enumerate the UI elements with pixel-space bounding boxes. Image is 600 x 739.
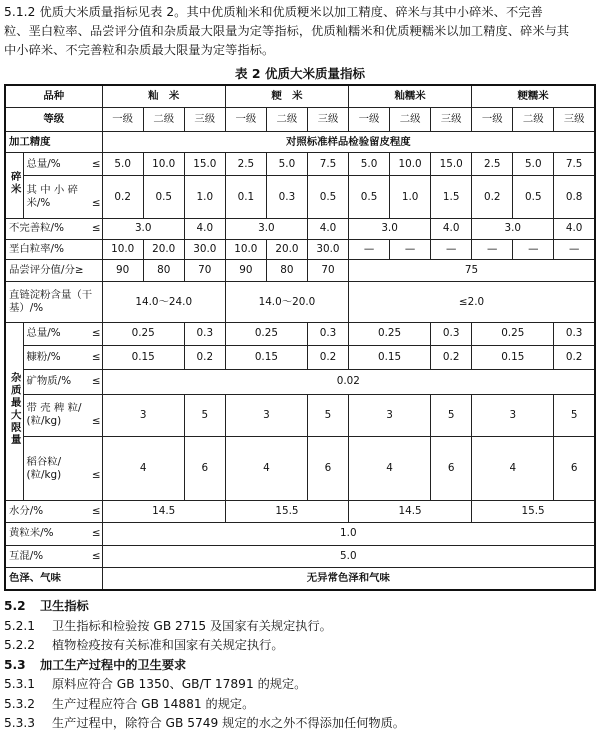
row-label	[23, 176, 102, 219]
table-row	[5, 219, 595, 239]
table-row	[5, 370, 595, 394]
value-cell: 5	[431, 394, 472, 437]
table-row	[5, 545, 595, 567]
yellow-label: 黄粒米/%	[9, 527, 54, 540]
impurity-total-label: 总量/%	[26, 327, 61, 340]
section-item	[4, 617, 596, 637]
value-cell: 1.0	[102, 523, 595, 545]
value-cell: 0.5	[513, 176, 554, 219]
value-cell: 0.15	[349, 345, 431, 369]
row-label	[23, 323, 102, 345]
table-row	[5, 107, 595, 131]
processing-label: 加工精度	[5, 132, 102, 152]
value-cell: 0.3	[554, 323, 595, 345]
variety-indica: 籼 米	[102, 85, 225, 107]
value-cell: —	[472, 239, 513, 259]
value-cell: 5.0	[102, 545, 595, 567]
section-item	[4, 714, 596, 734]
table-row	[5, 567, 595, 590]
value-cell: 0.5	[143, 176, 184, 219]
imperfect-label: 不完善粒/%	[9, 222, 64, 235]
le-sign: ≤	[91, 375, 101, 388]
broken-total-label: 总量/%	[26, 157, 61, 170]
section-text: 卫生指标和检验按 GB 2715 及国家有关规定执行。	[52, 618, 332, 633]
table-row	[5, 323, 595, 345]
value-cell: 2.5	[225, 152, 266, 175]
section-number: 5.3.1	[4, 677, 36, 691]
grade-cell: 一级	[225, 107, 266, 131]
grade-cell: 三级	[554, 107, 595, 131]
grade-cell: 二级	[390, 107, 431, 131]
value-cell: 4.0	[431, 219, 472, 239]
value-cell: 14.5	[349, 500, 472, 522]
value-cell: 80	[143, 259, 184, 281]
value-cell: 4	[349, 437, 431, 500]
quality-table	[4, 84, 596, 591]
table-row	[5, 152, 595, 175]
grade-cell: 二级	[143, 107, 184, 131]
section-text: 植物检疫按有关标准和国家有关规定执行。	[52, 638, 284, 652]
variety-japonica-glutinous: 粳糯米	[472, 85, 595, 107]
le-sign: ≤	[91, 415, 101, 428]
value-cell: 0.2	[184, 345, 225, 369]
small-broken-label-2: 米/%	[26, 197, 51, 210]
value-cell: 5.0	[349, 152, 390, 175]
color-odor-value: 无异常色泽和气味	[102, 567, 595, 590]
value-cell: 70	[307, 259, 348, 281]
value-cell: 10.0	[390, 152, 431, 175]
value-cell: ≤2.0	[349, 282, 595, 323]
value-cell: 0.5	[349, 176, 390, 219]
small-broken-label: 其 中 小 碎	[26, 184, 78, 197]
value-cell: 5.0	[266, 152, 307, 175]
le-sign: ≤	[91, 222, 101, 235]
processing-value: 对照标准样品检验留皮程度	[102, 132, 595, 152]
variety-indica-glutinous: 籼糯米	[349, 85, 472, 107]
value-cell: 15.0	[184, 152, 225, 175]
section-heading	[4, 597, 596, 617]
value-cell: 1.0	[390, 176, 431, 219]
section-text: 生产过程应符合 GB 14881 的规定。	[52, 696, 255, 711]
value-cell: 20.0	[266, 239, 307, 259]
value-cell: 10.0	[143, 152, 184, 175]
intro-line-3: 中小碎米、不完善粒和杂质最大限量为定等指标。	[4, 43, 275, 57]
table-caption: 表 2 优质大米质量指标	[235, 66, 365, 81]
section-number: 5.3.2	[4, 696, 36, 711]
table-row	[5, 437, 595, 500]
row-label	[23, 370, 102, 394]
grade-cell: 二级	[513, 107, 554, 131]
amylose-label: 直链淀粉含量（干	[9, 289, 93, 302]
value-cell: 6	[431, 437, 472, 500]
table-row	[5, 259, 595, 281]
table-row	[5, 345, 595, 369]
value-cell: 4	[472, 437, 554, 500]
variety-header: 品种	[5, 85, 102, 107]
table-row	[5, 500, 595, 522]
le-sign: ≤	[91, 527, 101, 540]
value-cell: 3	[102, 394, 184, 437]
value-cell: 6	[554, 437, 595, 500]
value-cell: 6	[184, 437, 225, 500]
husked-label-2: (粒/kg)	[26, 415, 62, 428]
value-cell: —	[390, 239, 431, 259]
le-sign: ≤	[91, 504, 101, 517]
value-cell: —	[349, 239, 390, 259]
moisture-label: 水分/%	[9, 504, 44, 517]
intro-line-2: 粒、垩白粒率、品尝评分值和杂质最大限量为定等指标，优质籼糯米和优质粳糯米以加工精度、碎米与其	[4, 24, 570, 38]
value-cell: 0.15	[225, 345, 307, 369]
value-cell: 4	[225, 437, 307, 500]
value-cell: 15.5	[472, 500, 595, 522]
table-row	[5, 176, 595, 219]
table-row	[5, 523, 595, 545]
value-cell: 1.5	[431, 176, 472, 219]
value-cell: 90	[225, 259, 266, 281]
value-cell: 5.0	[513, 152, 554, 175]
section-text: 加工生产过程中的卫生要求	[40, 657, 187, 672]
value-cell: 3.0	[225, 219, 307, 239]
table-row	[5, 282, 595, 323]
section-item	[4, 675, 596, 695]
value-cell: 15.5	[225, 500, 348, 522]
impurity-group-cell	[5, 323, 23, 501]
value-cell: 14.0～24.0	[102, 282, 225, 323]
section-number: 5.2.1	[4, 618, 36, 633]
value-cell: 0.3	[266, 176, 307, 219]
value-cell: 30.0	[184, 239, 225, 259]
row-label	[23, 152, 102, 175]
value-cell: 3	[225, 394, 307, 437]
value-cell: 30.0	[307, 239, 348, 259]
row-label	[5, 523, 102, 545]
value-cell: 3.0	[472, 219, 554, 239]
section-number: 5.3.3	[4, 716, 36, 730]
value-cell: 10.0	[102, 239, 143, 259]
table-row	[5, 85, 595, 107]
value-cell: 15.0	[431, 152, 472, 175]
value-cell: 0.25	[225, 323, 307, 345]
value-cell: 0.25	[472, 323, 554, 345]
grade-cell: 一级	[472, 107, 513, 131]
value-cell: 4.0	[184, 219, 225, 239]
row-label	[23, 437, 102, 500]
section-number: 5.2.2	[4, 638, 36, 652]
value-cell: —	[431, 239, 472, 259]
row-label	[23, 394, 102, 437]
section-text: 原料应符合 GB 1350、GB/T 17891 的规定。	[52, 677, 307, 691]
row-label	[5, 500, 102, 522]
row-label	[5, 545, 102, 567]
variety-japonica: 粳 米	[225, 85, 348, 107]
le-sign: ≤	[91, 157, 101, 170]
value-cell: 0.3	[184, 323, 225, 345]
section-number: 5.3	[4, 657, 26, 672]
grade-cell: 三级	[431, 107, 472, 131]
value-cell: 14.0～20.0	[225, 282, 348, 323]
value-cell: 7.5	[554, 152, 595, 175]
value-cell: 3	[472, 394, 554, 437]
value-cell: 70	[184, 259, 225, 281]
value-cell: 5	[307, 394, 348, 437]
section-item	[4, 636, 596, 656]
section-item	[4, 695, 596, 715]
row-label	[5, 219, 102, 239]
value-cell: 1.0	[184, 176, 225, 219]
sections-list	[4, 597, 596, 734]
paddy-label: 稻谷粒/	[26, 455, 62, 468]
broken-group-cell	[5, 152, 23, 218]
value-cell: 0.5	[307, 176, 348, 219]
table-body	[5, 85, 595, 590]
intro-line-1: 5.1.2 优质大米质量指标见表 2。其中优质籼米和优质粳米以加工精度、碎米与其中小碎米、不完善	[4, 5, 543, 19]
section-text: 卫生指标	[40, 599, 89, 613]
value-cell: 6	[307, 437, 348, 500]
value-cell: 0.15	[472, 345, 554, 369]
value-cell: 80	[266, 259, 307, 281]
value-cell: 10.0	[225, 239, 266, 259]
value-cell: 0.25	[349, 323, 431, 345]
amylose-label-2: 基）/%	[9, 302, 44, 315]
row-label	[23, 345, 102, 369]
value-cell: 7.5	[307, 152, 348, 175]
value-cell: 0.2	[431, 345, 472, 369]
taste-label: 品尝评分值/分≥	[5, 259, 102, 281]
value-cell: 0.15	[102, 345, 184, 369]
value-cell: 0.1	[225, 176, 266, 219]
value-cell: —	[554, 239, 595, 259]
value-cell: 0.3	[307, 323, 348, 345]
value-cell: 4	[102, 437, 184, 500]
value-cell: 5.0	[102, 152, 143, 175]
section-text: 生产过程中，除符合 GB 5749 规定的水之外不得添加任何物质。	[52, 716, 405, 730]
le-sign: ≤	[91, 468, 101, 481]
table-row	[5, 239, 595, 259]
broken-group-label: 碎米	[8, 171, 21, 196]
value-cell: 3.0	[349, 219, 431, 239]
bran-label: 糠粉/%	[26, 350, 61, 363]
le-sign: ≤	[91, 327, 101, 340]
value-cell: 75	[349, 259, 595, 281]
section-heading	[4, 656, 596, 676]
value-cell: 20.0	[143, 239, 184, 259]
value-cell: 0.2	[554, 345, 595, 369]
le-sign: ≤	[91, 197, 101, 210]
row-label	[5, 282, 102, 323]
husked-label: 带 壳 稗 粒/	[26, 402, 82, 415]
value-cell: 0.02	[102, 370, 595, 394]
section-number: 5.2	[4, 599, 26, 613]
grade-cell: 二级	[266, 107, 307, 131]
value-cell: 5	[184, 394, 225, 437]
value-cell: 4.0	[307, 219, 348, 239]
value-cell: 0.3	[431, 323, 472, 345]
value-cell: 0.25	[102, 323, 184, 345]
value-cell: 3	[349, 394, 431, 437]
value-cell: 4.0	[554, 219, 595, 239]
value-cell: 2.5	[472, 152, 513, 175]
table-row	[5, 132, 595, 152]
value-cell: 3.0	[102, 219, 184, 239]
mixed-label: 互混/%	[9, 549, 44, 562]
le-sign: ≤	[91, 350, 101, 363]
value-cell: 90	[102, 259, 143, 281]
paddy-label-2: (粒/kg)	[26, 468, 62, 481]
table-row	[5, 394, 595, 437]
value-cell: 14.5	[102, 500, 225, 522]
impurity-group-label: 杂质最大限量	[8, 372, 21, 447]
mineral-label: 矿物质/%	[26, 375, 72, 388]
chalky-label: 垩白粒率/%	[5, 239, 102, 259]
grade-header: 等级	[5, 107, 102, 131]
value-cell: —	[513, 239, 554, 259]
value-cell: 5	[554, 394, 595, 437]
grade-cell: 三级	[307, 107, 348, 131]
value-cell: 0.2	[472, 176, 513, 219]
grade-cell: 三级	[184, 107, 225, 131]
le-sign: ≤	[91, 549, 101, 562]
value-cell: 0.2	[307, 345, 348, 369]
value-cell: 0.8	[554, 176, 595, 219]
color-odor-label: 色泽、气味	[5, 567, 102, 590]
grade-cell: 一级	[349, 107, 390, 131]
grade-cell: 一级	[102, 107, 143, 131]
intro-paragraph	[4, 3, 596, 60]
value-cell: 0.2	[102, 176, 143, 219]
